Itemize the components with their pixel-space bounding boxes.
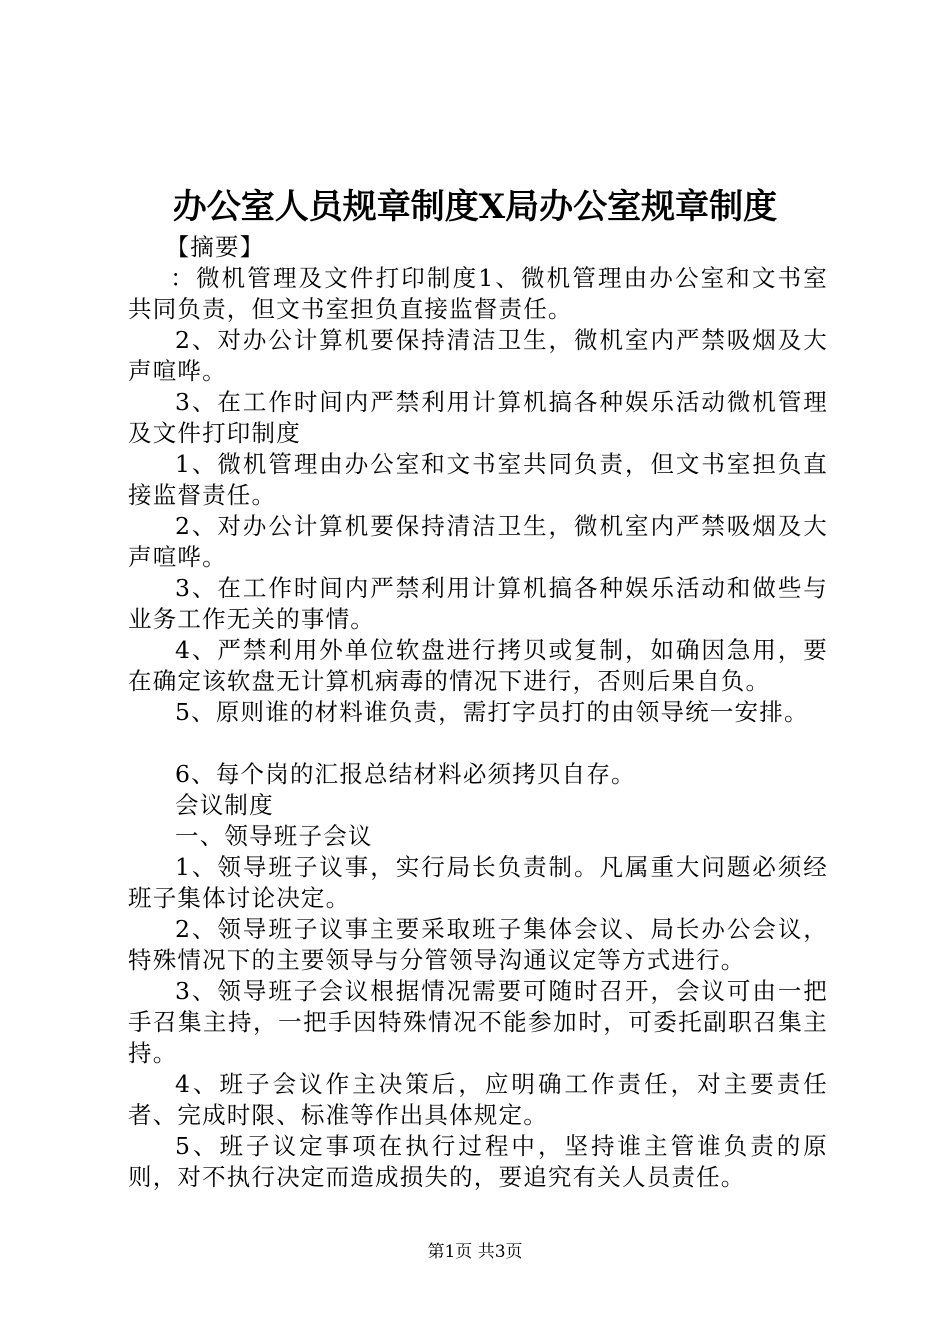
section-heading: 会议制度	[175, 791, 274, 819]
paragraph: 3、在工作时间内严禁利用计算机搞各种娱乐活动微机管理及文件打印制度	[128, 388, 828, 447]
paragraph: 5、原则谁的材料谁负责，需打字员打的由领导统一安排。	[175, 698, 809, 726]
paragraph: ：微机管理及文件打印制度1、微机管理由办公室和文书室共同负责，但文书室担负直接监督责任。	[128, 264, 828, 323]
paragraph: 6、每个岗的汇报总结材料必须拷贝自存。	[175, 760, 636, 788]
page-number: 第1页 共3页	[427, 1242, 523, 1262]
paragraph: 2、领导班子议事主要采取班子集体会议、局长办公会议，特殊情况下的主要领导与分管领导沟通议定等方式进行。	[128, 915, 828, 974]
paragraph: 2、对办公计算机要保持清洁卫生，微机室内严禁吸烟及大声喧哗。	[128, 512, 828, 571]
paragraph: 4、严禁利用外单位软盘进行拷贝或复制，如确因急用，要在确定该软盘无计算机病毒的情况下进行，否则后果自负。	[128, 636, 828, 695]
abstract-label: 【摘要】	[165, 233, 265, 261]
paragraph: 4、班子会议作主决策后，应明确工作责任，对主要责任者、完成时限、标准等作出具体规定。	[128, 1070, 828, 1129]
document-body	[128, 232, 828, 1193]
subsection-heading: 一、领导班子会议	[175, 822, 373, 850]
paragraph: 5、班子议定事项在执行过程中，坚持谁主管谁负责的原则，对不执行决定而造成损失的，要追究有关人员责任。	[128, 1132, 828, 1191]
paragraph: 1、领导班子议事，实行局长负责制。凡属重大问题必须经班子集体讨论决定。	[128, 853, 828, 912]
paragraph: 2、对办公计算机要保持清洁卫生，微机室内严禁吸烟及大声喧哗。	[128, 326, 828, 385]
paragraph: 3、领导班子会议根据情况需要可随时召开，会议可由一把手召集主持，一把手因特殊情况不能参加时，可委托副职召集主持。	[128, 977, 828, 1067]
document-title: 办公室人员规章制度X局办公室规章制度	[172, 187, 778, 227]
paragraph: 3、在工作时间内严禁利用计算机搞各种娱乐活动和做些与业务工作无关的事情。	[128, 574, 828, 633]
paragraph: 1、微机管理由办公室和文书室共同负责，但文书室担负直接监督责任。	[128, 450, 828, 509]
